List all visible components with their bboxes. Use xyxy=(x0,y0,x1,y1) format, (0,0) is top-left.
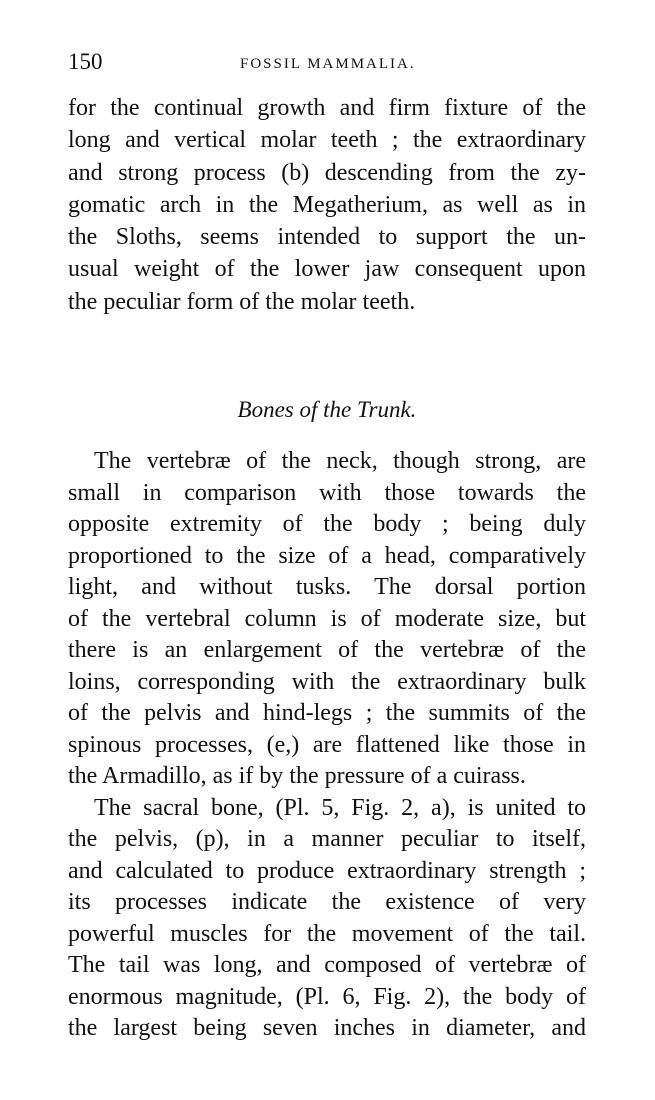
text-line: powerful muscles for the movement of the tail. xyxy=(68,920,586,947)
text-line: the Sloths, seems intended to support the un- xyxy=(68,224,586,251)
text-line: the Armadillo, as if by the pressure of a cuirass. xyxy=(68,763,526,789)
text-line: and calculated to produce extraordinary strength ; xyxy=(68,857,586,884)
text-line: usual weight of the lower jaw consequent upon xyxy=(68,256,586,283)
paragraph-vertebrae xyxy=(68,446,586,1045)
text-line: The tail was long, and composed of vertebræ of xyxy=(68,952,586,978)
text-line: The sacral bone, (Pl. 5, Fig. 2, a), is united to xyxy=(94,794,586,821)
text-line: its processes indicate the existence of very xyxy=(68,889,586,915)
text-line: of the vertebral column is of moderate size, but xyxy=(68,605,586,632)
running-title: FOSSIL MAMMALIA. xyxy=(240,56,416,72)
paragraph-molar-teeth xyxy=(68,92,586,318)
text-line: the largest being seven inches in diameter, and xyxy=(68,1015,586,1041)
text-line: light, and without tusks. The dorsal portion xyxy=(68,574,586,600)
text-line: the peculiar form of the molar teeth. xyxy=(68,288,416,315)
text-line: enormous magnitude, (Pl. 6, Fig. 2), the body of xyxy=(68,983,586,1010)
text-line: the pelvis, (p), in a manner peculiar to itself, xyxy=(68,826,586,852)
text-line: for the continual growth and firm fixture of the xyxy=(68,95,586,121)
text-line: The vertebræ of the neck, though strong, are xyxy=(94,448,586,474)
section-heading: Bones of the Trunk. xyxy=(237,397,417,422)
text-line: spinous processes, (e,) are flattened like those in xyxy=(68,731,586,758)
text-line: gomatic arch in the Megatherium, as well as in xyxy=(68,191,586,218)
text-line: opposite extremity of the body ; being duly xyxy=(68,511,586,537)
text-line: of the pelvis and hind-legs ; the summits of the xyxy=(68,700,586,726)
text-line: there is an enlargement of the vertebræ of the xyxy=(68,637,586,663)
text-line: long and vertical molar teeth ; the extraordinary xyxy=(68,127,586,154)
text-line: small in comparison with those towards the xyxy=(68,479,586,506)
text-line: proportioned to the size of a head, comparatively xyxy=(68,542,586,569)
page-number: 150 xyxy=(68,49,103,74)
running-head xyxy=(68,46,588,78)
text-line: and strong process (b) descending from the zy- xyxy=(68,159,586,186)
text-line: loins, corresponding with the extraordinary bulk xyxy=(68,668,586,695)
